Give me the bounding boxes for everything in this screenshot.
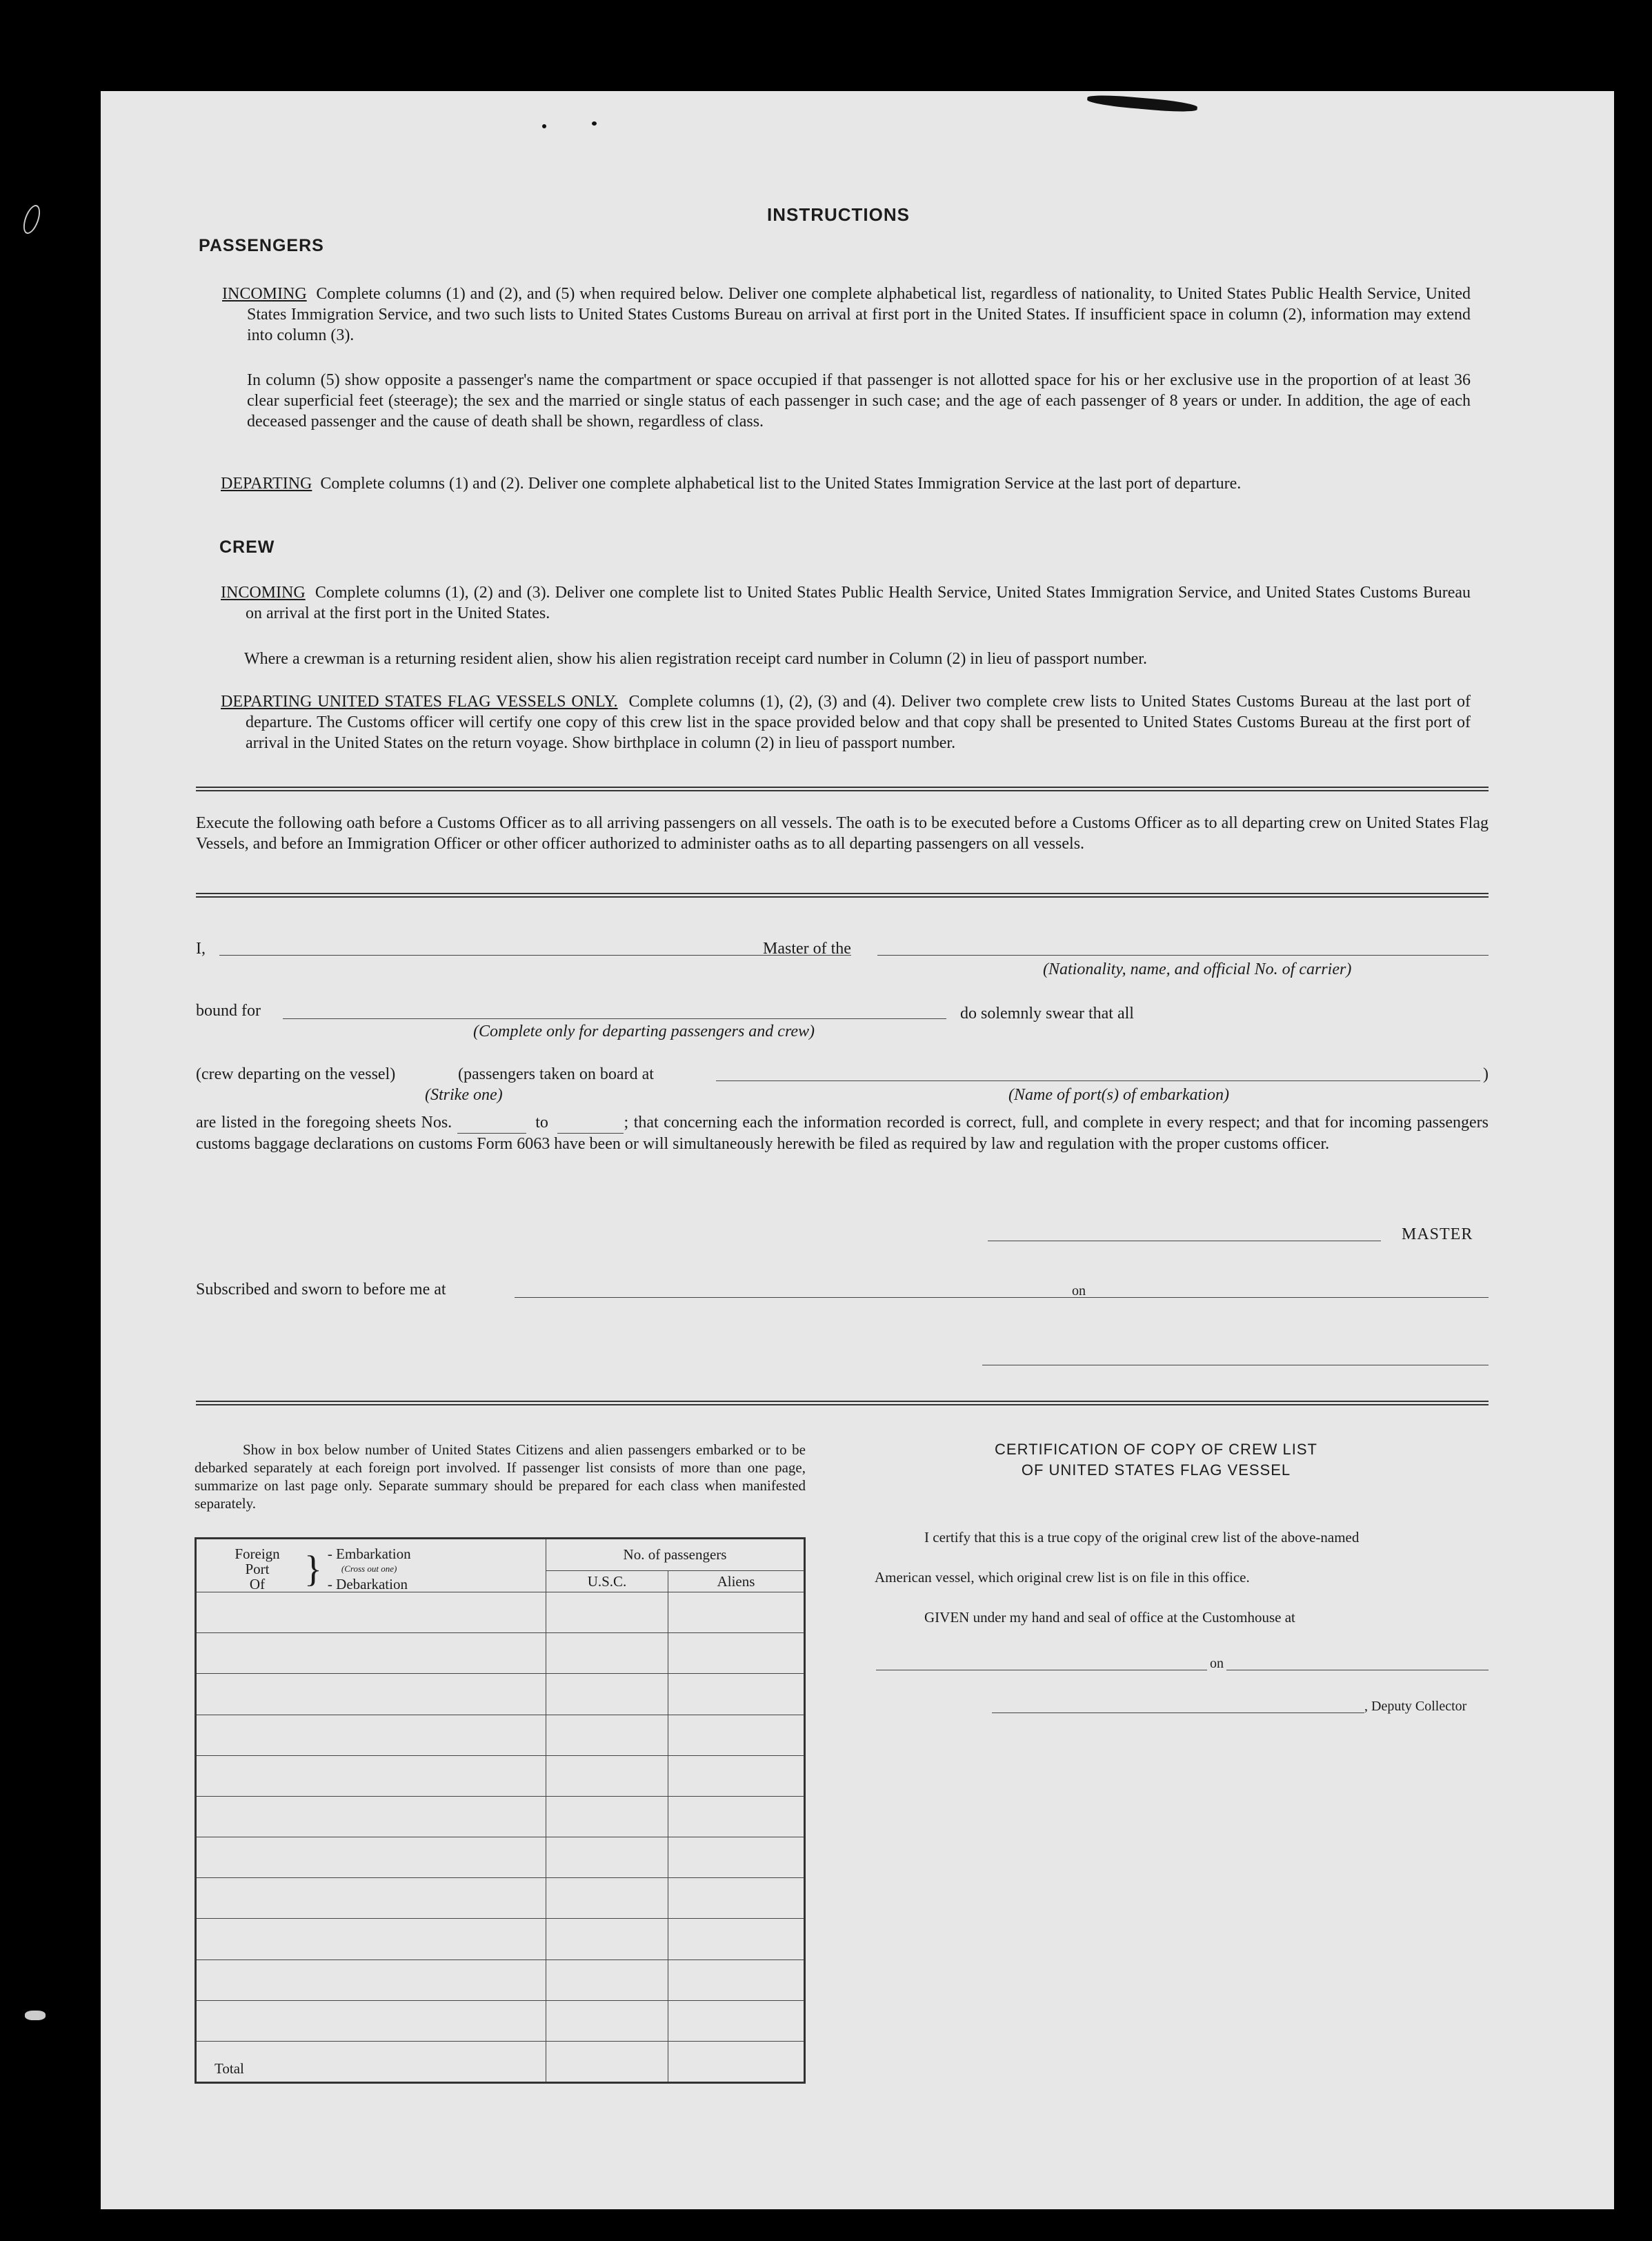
certification-line-3: GIVEN under my hand and seal of office at the Customhouse at [924,1609,1295,1626]
port-cell[interactable] [196,1837,546,1878]
passengers-taken-option[interactable]: (passengers taken on board at [458,1065,654,1083]
usc-cell[interactable] [546,1715,668,1755]
passengers-incoming-paragraph [222,284,1471,346]
aliens-cell[interactable] [668,1959,805,2000]
aliens-cell[interactable] [668,1755,805,1796]
deputy-collector-signature-line[interactable] [992,1712,1364,1713]
port-cell[interactable] [196,1878,546,1919]
port-cell[interactable] [196,1715,546,1755]
crew-incoming-label: INCOMING [221,584,306,602]
carrier-note: (Nationality, name, and official No. of carrier) [1043,960,1352,978]
cross-out-note: (Cross out one) [341,1563,397,1574]
table-row [196,1715,805,1755]
usc-cell[interactable] [546,1878,668,1919]
listed-part-2: ; that concerning each the information recorded is correct, full, and complete in every respect; and that for incoming passengers customs baggage declarations on customs Form 6063 have been or will simultaneously herewith be filed as required by law and regulation with the proper customs officer. [196,1114,1489,1153]
i-label: I, [196,940,206,958]
passengers-heading: PASSENGERS [199,236,324,255]
certification-title [846,1439,1466,1481]
swear-text: do solemnly swear that all [960,1005,1134,1023]
no-of-passengers-header: No. of passengers [546,1539,805,1571]
master-name-field[interactable] [219,955,851,956]
crew-incoming-text: Complete columns (1), (2) and (3). Deliver one complete list to United States Public Health Service, United States Immigration Service, and United States Customs Bureau on arrival at the first port in the United States. [246,584,1471,622]
summary-instruction: Show in box below number of United States Citizens and alien passengers embarked or to be debarked separately at each foreign port involved. If passenger list consists of more than one page, summarize on last page only. Separate summary should be prepared for each class when manifested separately. [195,1441,806,1512]
table-row [196,1592,805,1633]
double-rule [196,1401,1489,1405]
table-row [196,1919,805,1959]
table-row [196,1633,805,1674]
usc-header: U.S.C. [546,1571,668,1592]
crew-resident-text: Where a crewman is a returning resident alien, show his alien registration receipt card number in Column (2) in lieu of passport number. [244,650,1147,668]
aliens-cell[interactable] [668,1878,805,1919]
master-of-the-label: Master of the [763,940,851,958]
crew-departing-label: DEPARTING UNITED STATES FLAG VESSELS ONLY. [221,693,618,711]
bound-for-field[interactable] [283,1018,946,1019]
aliens-total-cell[interactable] [668,2042,805,2083]
aliens-cell[interactable] [668,1633,805,1674]
brace-icon: } [304,1548,322,1590]
usc-cell[interactable] [546,1592,668,1633]
incoming-label: INCOMING [222,285,307,303]
embarkation-option[interactable]: - Embarkation [327,1546,411,1562]
bound-for-label: bound for [196,1002,261,1020]
master-label: MASTER [1402,1225,1473,1243]
incoming-text: Complete columns (1) and (2), and (5) when required below. Deliver one complete alphabetical list, regardless of nationality, to United States Public Health Service, United States Immigration Service, and two such lists to United States Customs Bureau on arrival at first port in the United States. If insufficient space in column (2), information may extend into column (3). [247,285,1471,344]
margin-mark [25,2011,46,2020]
port-cell[interactable] [196,1919,546,1959]
column5-paragraph [247,370,1471,432]
sheet-from-field[interactable] [457,1112,526,1134]
passengers-departing-paragraph [221,473,1471,494]
subscribed-on-label: on [1072,1283,1086,1299]
embarkation-port-field[interactable] [716,1080,1480,1081]
passenger-summary-table [195,1537,806,2084]
subscribed-label: Subscribed and sworn to before me at [196,1281,446,1299]
port-note: (Name of port(s) of embarkation) [1008,1086,1229,1104]
carrier-field[interactable] [877,955,1489,956]
aliens-cell[interactable] [668,1674,805,1715]
crew-departing-option[interactable]: (crew departing on the vessel) [196,1065,396,1083]
certification-title-line-1: CERTIFICATION OF COPY OF CREW LIST [995,1441,1317,1458]
usc-total-cell[interactable] [546,2042,668,2083]
usc-cell[interactable] [546,2000,668,2041]
column5-text: In column (5) show opposite a passenger's name the compartment or space occupied if that passenger is not allotted space for his or her exclusive use in the proportion of at least 36 clear superficial feet (steerage); the sex and the married or single status of each passenger in such case; and the age of each passenger of 8 years or under. In addition, the age of each deceased passenger and the cause of death shall be shown, regardless of class. [247,371,1471,431]
table-row [196,1878,805,1919]
certification-on-label: on [1207,1656,1226,1672]
sheet-to-field[interactable] [557,1112,624,1134]
usc-cell[interactable] [546,1796,668,1837]
crew-heading: CREW [219,537,275,557]
table-row [196,1837,805,1878]
port-cell[interactable] [196,1674,546,1715]
table-row [196,1796,805,1837]
port-cell[interactable] [196,1796,546,1837]
close-paren: ) [1483,1065,1489,1083]
departing-text: Complete columns (1) and (2). Deliver one complete alphabetical list to the United States Immigration Service at the last port of departure. [320,475,1242,493]
deputy-collector-label: , Deputy Collector [1364,1699,1467,1714]
table-row [196,1959,805,2000]
usc-cell[interactable] [546,1837,668,1878]
strike-note: (Strike one) [425,1086,503,1104]
usc-cell[interactable] [546,1633,668,1674]
usc-cell[interactable] [546,1755,668,1796]
aliens-cell[interactable] [668,1592,805,1633]
port-cell[interactable] [196,1633,546,1674]
table-row [196,1755,805,1796]
form-page [101,91,1614,2209]
foreign-port-header [196,1539,546,1592]
port-cell[interactable] [196,1959,546,2000]
port-cell[interactable] [196,1592,546,1633]
aliens-cell[interactable] [668,1715,805,1755]
usc-cell[interactable] [546,1674,668,1715]
subscribed-date-field[interactable] [1094,1297,1489,1298]
of-label: Of [249,1576,266,1592]
aliens-header: Aliens [668,1571,805,1592]
listed-part-1: are listed in the foregoing sheets Nos. [196,1114,452,1132]
port-cell[interactable] [196,2000,546,2041]
oath-intro: Execute the following oath before a Customs Officer as to all arriving passengers on all vessels. The oath is to be executed before a Customs Officer as to all departing crew on United States Flag Vessels, and before an Immigration Officer or other officer authorized to administer oaths as to all departing passengers on all vessels. [196,814,1489,853]
table-row [196,1674,805,1715]
total-label: Total [196,2042,546,2083]
bound-note: (Complete only for departing passengers and crew) [473,1023,815,1040]
foreign-label: Foreign [235,1546,280,1562]
crew-departing-text: Complete columns (1), (2), (3) and (4). Deliver two complete crew lists to United States Customs Bureau at the last port of departure. The Customs officer will certify one copy of this crew list in the space provided below and that copy shall be presented to United States Customs Bureau at the first port of arrival in the United States on the return voyage. Show birthplace in column (2) in lieu of passport number. [246,693,1471,752]
total-row [196,2042,805,2083]
margin-mark [20,203,43,236]
aliens-cell[interactable] [668,2000,805,2041]
ink-dot [542,124,546,128]
listed-to: to [535,1114,548,1132]
port-label: Port [245,1561,270,1577]
double-rule [196,787,1489,791]
departing-label: DEPARTING [221,475,312,493]
debarkation-option[interactable]: - Debarkation [327,1576,408,1592]
usc-cell[interactable] [546,1919,668,1959]
port-cell[interactable] [196,1755,546,1796]
listed-paragraph [196,1112,1489,1154]
aliens-cell[interactable] [668,1796,805,1837]
aliens-cell[interactable] [668,1837,805,1878]
crew-incoming-paragraph [221,582,1471,624]
aliens-cell[interactable] [668,1919,805,1959]
ink-blot [1087,93,1198,114]
table-row [196,2000,805,2041]
usc-cell[interactable] [546,1959,668,2000]
crew-departing-paragraph [221,691,1471,753]
subscribed-place-field[interactable] [515,1297,1108,1298]
certification-line-2: American vessel, which original crew list is on file in this office. [875,1569,1250,1586]
certification-line-1: I certify that this is a true copy of the original crew list of the above-named [924,1529,1360,1546]
certification-title-line-2: OF UNITED STATES FLAG VESSEL [1021,1461,1291,1479]
ink-dot [592,121,597,126]
double-rule [196,893,1489,898]
instructions-title: INSTRUCTIONS [767,204,910,225]
crew-resident-paragraph [244,649,1479,669]
